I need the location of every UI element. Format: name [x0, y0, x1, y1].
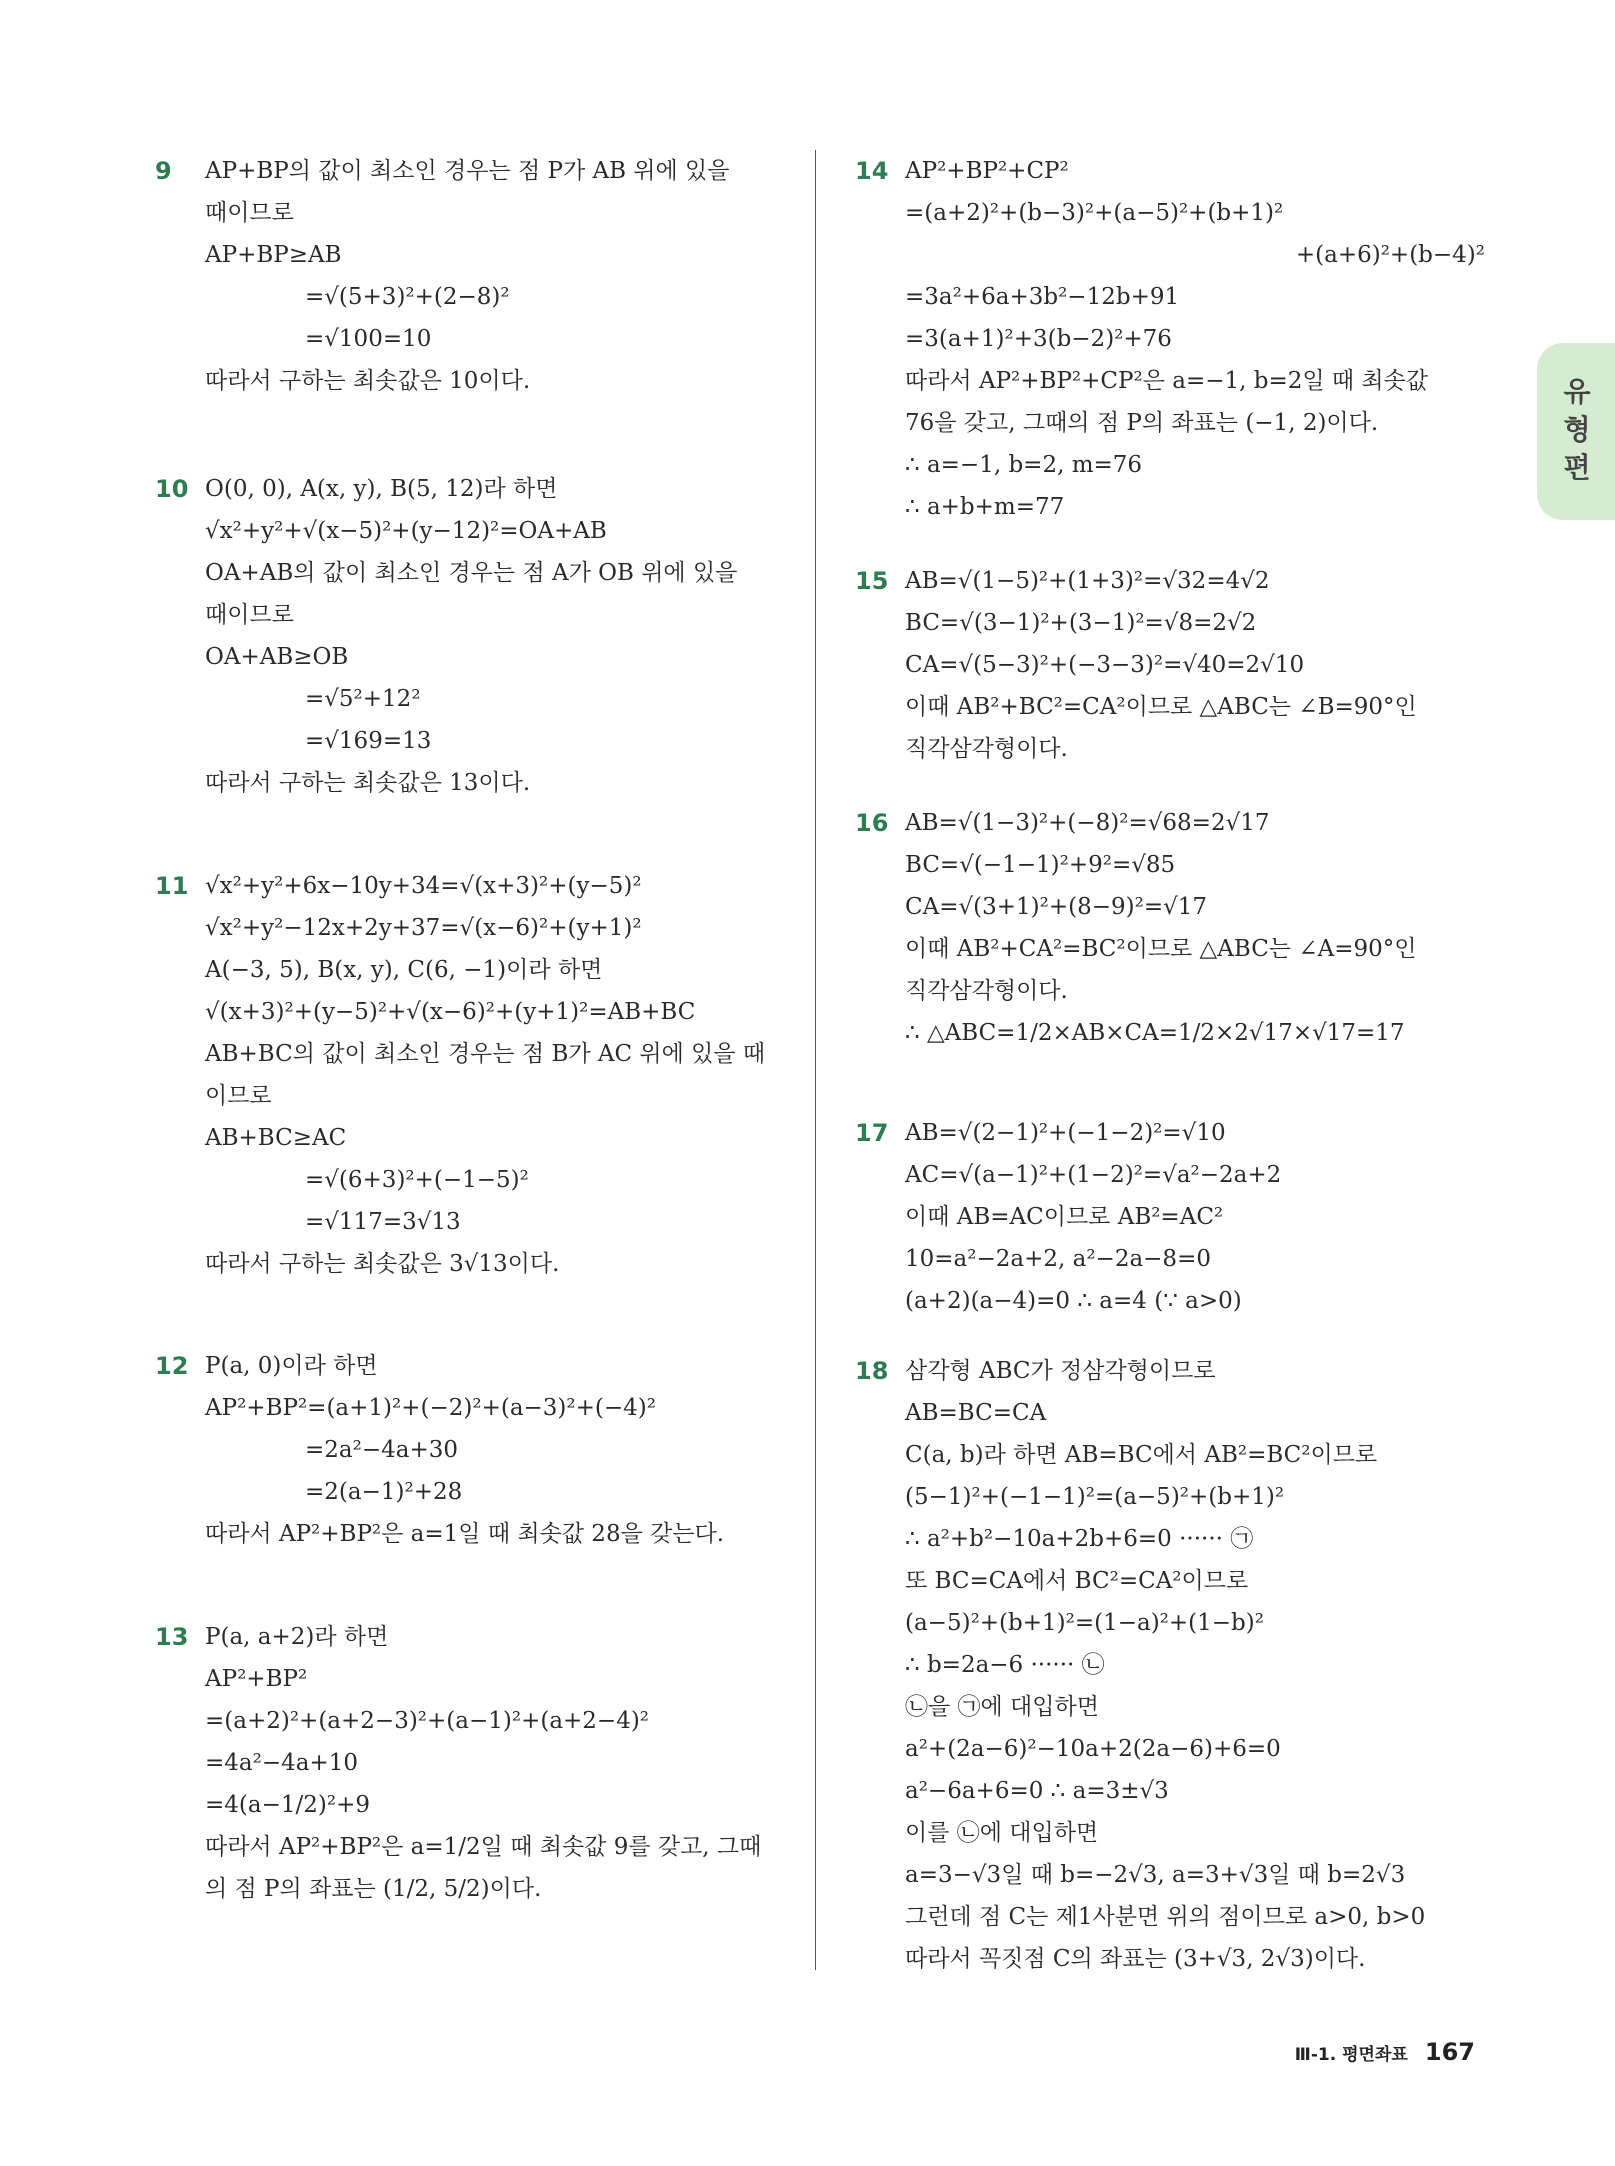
solution-line: (a+2)(a−4)=0 ∴ a=4 (∵ a>0) [905, 1288, 1242, 1314]
solution-line: a²+(2a−6)²−10a+2(2a−6)+6=0 [905, 1736, 1281, 1762]
solution-line: AC=√(a−1)²+(1−2)²=√a²−2a+2 [905, 1162, 1282, 1188]
solution-line: ∴ a²+b²−10a+2b+6=0 ······ ㉠ [905, 1526, 1254, 1552]
problem-number: 14 [855, 157, 889, 185]
solution-line: 직각삼각형이다. [905, 978, 1068, 1004]
solution-line: P(a, 0)이라 하면 [205, 1353, 378, 1379]
solution-line: BC=√(3−1)²+(3−1)²=√8=2√2 [905, 610, 1257, 636]
solution-line: 따라서 구하는 최솟값은 3√13이다. [205, 1251, 560, 1277]
solution-line: 이때 AB²+CA²=BC²이므로 △ABC는 ∠A=90°인 [905, 936, 1417, 962]
solution-line: =4a²−4a+10 [205, 1750, 358, 1776]
solution-line: 때이므로 [205, 200, 294, 226]
solution-line: 따라서 구하는 최솟값은 13이다. [205, 770, 531, 796]
solution-line: =4(a−1/2)²+9 [205, 1792, 370, 1818]
solution-line: O(0, 0), A(x, y), B(5, 12)라 하면 [205, 476, 558, 502]
solution-line: 76을 갖고, 그때의 점 P의 좌표는 (−1, 2)이다. [905, 410, 1379, 436]
solution-line: BC=√(−1−1)²+9²=√85 [905, 852, 1176, 878]
solution-line: =√(5+3)²+(2−8)² [305, 284, 510, 310]
solution-line: OA+AB의 값이 최소인 경우는 점 A가 OB 위에 있을 [205, 560, 738, 586]
solution-line: 이므로 [205, 1083, 272, 1109]
solution-line: 의 점 P의 좌표는 (1/2, 5/2)이다. [205, 1876, 542, 1902]
solution-line: AB+BC≥AC [205, 1125, 347, 1151]
solution-line: √(x+3)²+(y−5)²+√(x−6)²+(y+1)²=AB+BC [205, 999, 696, 1025]
solution-line: a²−6a+6=0 ∴ a=3±√3 [905, 1778, 1169, 1804]
solution-line: 직각삼각형이다. [905, 736, 1068, 762]
solution-line: =3(a+1)²+3(b−2)²+76 [905, 326, 1172, 352]
solution-line: AB+BC의 값이 최소인 경우는 점 B가 AC 위에 있을 때 [205, 1041, 766, 1067]
problem-number: 18 [855, 1357, 889, 1385]
solution-line: 따라서 꼭짓점 C의 좌표는 (3+√3, 2√3)이다. [905, 1946, 1366, 1972]
problem-number: 11 [155, 872, 189, 900]
solution-line: 따라서 구하는 최솟값은 10이다. [205, 368, 531, 394]
solution-line: +(a+6)²+(b−4)² [1295, 242, 1485, 268]
page-number: 167 [1424, 2038, 1475, 2066]
solution-line: =2(a−1)²+28 [305, 1479, 463, 1505]
solution-line: 그런데 점 C는 제1사분면 위의 점이므로 a>0, b>0 [905, 1904, 1426, 1930]
solution-line: OA+AB≥OB [205, 644, 349, 670]
solution-line: 때이므로 [205, 602, 294, 628]
solution-line: (5−1)²+(−1−1)²=(a−5)²+(b+1)² [905, 1484, 1285, 1510]
section-label: Ⅲ-1. 평면좌표 [1294, 2045, 1408, 2065]
solution-line: ㉡을 ㉠에 대입하면 [905, 1694, 1099, 1720]
problem-number: 15 [855, 567, 889, 595]
solution-line: AP²+BP²+CP² [905, 158, 1069, 184]
solution-line: =√117=3√13 [305, 1209, 461, 1235]
column-divider [815, 150, 816, 1970]
solution-line: AB=BC=CA [905, 1400, 1047, 1426]
solution-line: P(a, a+2)라 하면 [205, 1624, 389, 1650]
solution-line: CA=√(3+1)²+(8−9)²=√17 [905, 894, 1208, 920]
solution-line: AB=√(1−5)²+(1+3)²=√32=4√2 [905, 568, 1270, 594]
solution-line: ∴ b=2a−6 ······ ㉡ [905, 1652, 1105, 1678]
solution-line: A(−3, 5), B(x, y), C(6, −1)이라 하면 [205, 957, 603, 983]
solution-line: 이때 AB=AC이므로 AB²=AC² [905, 1204, 1224, 1230]
solution-line: 삼각형 ABC가 정삼각형이므로 [905, 1358, 1216, 1384]
solution-line: 따라서 AP²+BP²은 a=1/2일 때 최솟값 9를 갖고, 그때 [205, 1834, 762, 1860]
solution-line: 또 BC=CA에서 BC²=CA²이므로 [905, 1568, 1249, 1594]
solution-line: 이를 ㉡에 대입하면 [905, 1820, 1099, 1846]
solution-line: AB=√(1−3)²+(−8)²=√68=2√17 [905, 810, 1270, 836]
solution-line: AP²+BP²=(a+1)²+(−2)²+(a−3)²+(−4)² [205, 1395, 656, 1421]
solution-line: (a−5)²+(b+1)²=(1−a)²+(1−b)² [905, 1610, 1264, 1636]
problem-number: 10 [155, 475, 189, 503]
solution-line: =√5²+12² [305, 686, 421, 712]
problem-number: 12 [155, 1352, 189, 1380]
solution-line: =√(6+3)²+(−1−5)² [305, 1167, 529, 1193]
solution-line: AP²+BP² [205, 1666, 308, 1692]
solution-line: CA=√(5−3)²+(−3−3)²=√40=2√10 [905, 652, 1305, 678]
solution-line: √x²+y²+√(x−5)²+(y−12)²=OA+AB [205, 518, 607, 544]
solution-line: a=3−√3일 때 b=−2√3, a=3+√3일 때 b=2√3 [905, 1862, 1406, 1888]
solution-line: =√100=10 [305, 326, 432, 352]
solution-line: 따라서 AP²+BP²+CP²은 a=−1, b=2일 때 최솟값 [905, 368, 1429, 394]
solution-line: C(a, b)라 하면 AB=BC에서 AB²=BC²이므로 [905, 1442, 1378, 1468]
solution-line: AP+BP의 값이 최소인 경우는 점 P가 AB 위에 있을 [205, 158, 730, 184]
solution-line: AB=√(2−1)²+(−1−2)²=√10 [905, 1120, 1226, 1146]
solution-line: =(a+2)²+(b−3)²+(a−5)²+(b+1)² [905, 200, 1284, 226]
problem-number: 16 [855, 809, 889, 837]
solution-line: ∴ a=−1, b=2, m=76 [905, 452, 1143, 478]
page-footer [1295, 2038, 1475, 2066]
problem-number: 9 [155, 157, 172, 185]
solution-line: ∴ a+b+m=77 [905, 494, 1065, 520]
solution-line: √x²+y²−12x+2y+37=√(x−6)²+(y+1)² [205, 915, 642, 941]
side-tab [1537, 343, 1615, 520]
solution-line: 10=a²−2a+2, a²−2a−8=0 [905, 1246, 1211, 1272]
solution-line: =(a+2)²+(a+2−3)²+(a−1)²+(a+2−4)² [205, 1708, 650, 1734]
solution-line: 이때 AB²+BC²=CA²이므로 △ABC는 ∠B=90°인 [905, 694, 1417, 720]
solution-line: 따라서 AP²+BP²은 a=1일 때 최솟값 28을 갖는다. [205, 1521, 725, 1547]
solution-line: √x²+y²+6x−10y+34=√(x+3)²+(y−5)² [205, 873, 642, 899]
side-tab-label: 유형편 [1563, 375, 1591, 484]
problem-number: 17 [855, 1119, 889, 1147]
solution-line: =3a²+6a+3b²−12b+91 [905, 284, 1180, 310]
solution-line: =2a²−4a+30 [305, 1437, 458, 1463]
problem-number: 13 [155, 1623, 189, 1651]
solution-line: AP+BP≥AB [205, 242, 342, 268]
solution-line: =√169=13 [305, 728, 432, 754]
solution-line: ∴ △ABC=1/2×AB×CA=1/2×2√17×√17=17 [905, 1020, 1405, 1046]
